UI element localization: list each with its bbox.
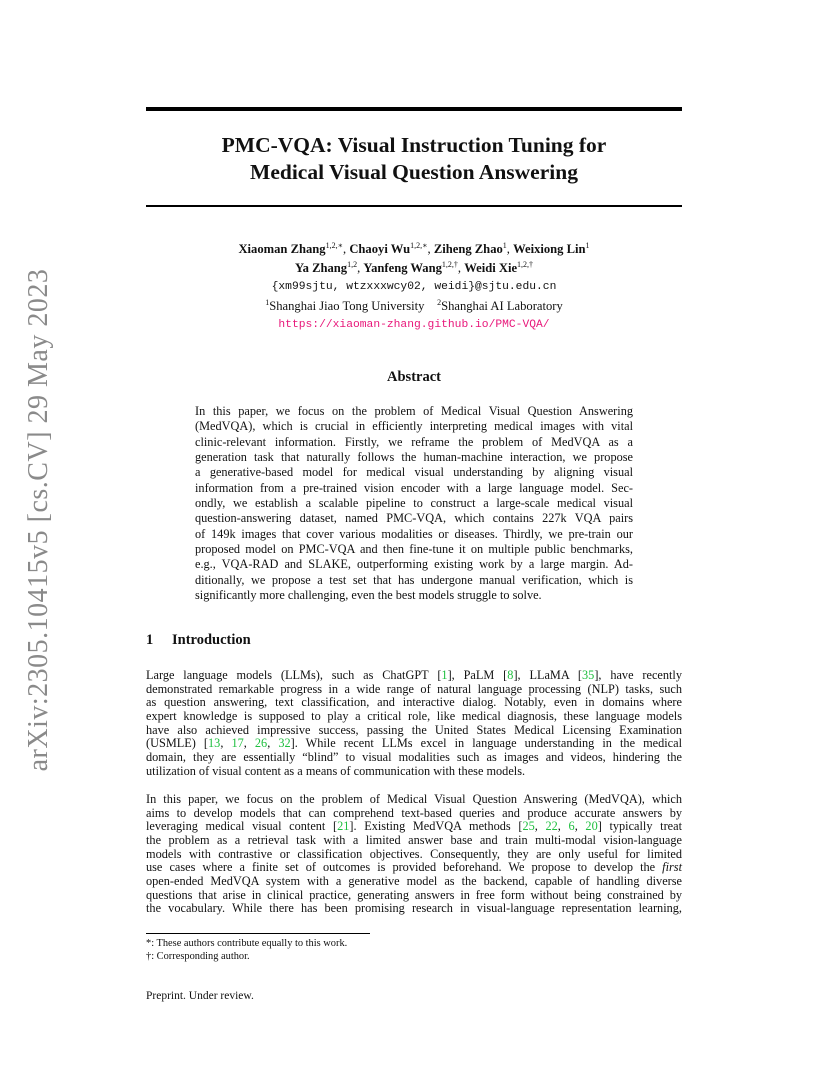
abstract-line: a generative-based model for medical visual understanding by aligning visual	[195, 465, 633, 480]
paragraph-line: the vocabulary. While there has been promising research in visual-language representation learning,	[146, 901, 682, 916]
abstract-line: generation task that naturally follows the human-machine interaction, we propose	[195, 450, 633, 465]
text-run: ], LLaMA [	[513, 668, 583, 682]
citation-link[interactable]: 21	[337, 819, 350, 834]
section-number: 1	[146, 632, 154, 648]
footnote-equal-contribution: *: These authors contribute equally to this work.	[146, 938, 348, 949]
paragraph-line: In this paper, we focus on the problem of Medical Visual Question Answering (MedVQA), which	[146, 792, 682, 806]
title-line-1: PMC-VQA: Visual Instruction Tuning for	[221, 133, 607, 157]
abstract-line: question-answering dataset, named PMC-VQA, which contains 227k VQA pairs	[195, 511, 633, 526]
text-run: leveraging medical visual content [	[146, 819, 338, 834]
abstract-line: (MedVQA), which is crucial in efficiently interpreting medical images with vital	[195, 419, 633, 434]
affiliation-2: Shanghai AI Laboratory	[441, 299, 563, 313]
paragraph-line: demonstrated remarkable progress in a wide range of natural language processing (NLP) tasks, such	[146, 681, 682, 696]
author-affil: 1,2,∗	[325, 240, 344, 250]
text-run: use cases where a finite set of outcomes is provided beforehand. We propose to develop the	[146, 860, 663, 875]
abstract-line: clinic-relevant information. Firstly, we reframe the problem of MedVQA as a	[195, 434, 633, 449]
text-run: ,	[267, 736, 279, 751]
title-line-2: Medical Visual Question Answering	[250, 160, 578, 184]
section-title: Introduction	[172, 632, 251, 648]
footnote-rule	[146, 933, 370, 934]
paragraph-line	[146, 669, 682, 683]
abstract-body	[195, 404, 633, 603]
intro-paragraph-1	[146, 669, 682, 778]
author-name: Weidi Xie	[464, 261, 518, 275]
paragraph-line: models with contrastive or classification objectives. Consequently, they are only useful for limited	[146, 846, 682, 861]
citation-link[interactable]: 13	[208, 736, 221, 751]
author-block	[146, 240, 682, 335]
footnote-corresponding-author: †: Corresponding author.	[146, 951, 250, 962]
author-emails: {xm99sjtu, wtzxxxwcy02, weidi}@sjtu.edu.cn	[271, 281, 557, 293]
preprint-notice: Preprint. Under review.	[146, 990, 254, 1002]
author-name: Ya Zhang	[294, 261, 348, 275]
authors-line-2: Ya Zhang$^{1,2}$, Yanfeng Wang$^{1,2,\dagger}$, Weidi Xie$^{1,2,\dagger}$	[294, 259, 534, 275]
paragraph-line: domain, they are essentially “blind” to visual modalities such as images and videos, hindering the	[146, 749, 682, 764]
citation-link[interactable]: 25	[522, 819, 535, 834]
project-url-link[interactable]: https://xiaoman-zhang.github.io/PMC-VQA/	[278, 319, 550, 331]
author-affil: 1,2	[347, 259, 358, 269]
citation-link[interactable]: 1	[441, 668, 448, 682]
author-name: Weixiong Lin	[513, 242, 586, 256]
citation-link[interactable]: 22	[545, 819, 558, 834]
intro-paragraph-2	[146, 793, 682, 916]
affil-marker: 1	[265, 297, 270, 307]
paragraph-line	[146, 861, 682, 875]
author-name: Xiaoman Zhang	[238, 242, 326, 256]
abstract-heading: Abstract	[387, 369, 441, 385]
paragraph-line	[146, 820, 682, 834]
text-run: ]. While recent LLMs excel in language understanding in the medical	[290, 736, 682, 751]
arxiv-identifier-text: arXiv:2305.10415v5 [cs.CV] 29 May 2023	[23, 268, 54, 772]
text-run: Large language models (LLMs), such as ChatGPT [	[146, 668, 442, 682]
title-bottom-rule	[146, 205, 682, 207]
author-name: Yanfeng Wang	[363, 261, 442, 275]
paragraph-line: the problem as a retrieval task with a limited answer base and train multi-modal vision-language	[146, 832, 682, 847]
paragraph-line: have also achieved impressive success, passing the United States Medical Licensing Examination	[146, 722, 682, 737]
abstract-line: ondly, we establish a scalable pipeline to construct a large-scale medical visual	[195, 496, 633, 511]
text-run: ,	[534, 819, 546, 834]
abstract-line: information from a pre-trained vision encoder with a large language model. Sec-	[195, 480, 633, 495]
citation-link[interactable]: 6	[568, 819, 575, 834]
section-heading-introduction	[146, 632, 251, 649]
citation-link[interactable]: 32	[278, 736, 291, 751]
emphasis-text: first	[662, 860, 682, 875]
author-name: Ziheng Zhao	[433, 242, 503, 256]
text-run: ] typically treat	[597, 819, 682, 834]
paragraph-line	[146, 737, 682, 751]
author-affil: 1,2,†	[517, 259, 534, 269]
text-run: ]. Existing MedVQA methods [	[349, 819, 523, 834]
paragraph-line: aims to develop models that can comprehend text-based queries and produce accurate answers by	[146, 805, 682, 820]
abstract-line: of 149k images that cover various modalities or diseases. Thirdly, we pre-train our	[195, 526, 633, 541]
abstract-line: ditionally, we propose a test set that has undergone manual verification, which is	[195, 572, 633, 587]
authors-line-1: Xiaoman Zhang$^{1,2,∗}$, Chaoyi $Wu^{1,2,∗}$, Ziheng Zhao$^1$, Weixiong Lin$^1$	[238, 240, 590, 256]
abstract-line: In this paper, we focus on the problem of Medical Visual Question Answering	[195, 404, 633, 418]
author-affil: 1,2,†	[441, 259, 458, 269]
affil-marker: 2	[437, 297, 442, 307]
citation-link[interactable]: 17	[231, 736, 244, 751]
paper-title	[146, 132, 682, 186]
paragraph-line: expert knowledge is supposed to play a critical role, like medical diagnosis, these language models	[146, 708, 682, 723]
text-run: (USMLE) [	[146, 736, 209, 751]
paragraph-line: as question answering, text classification, and interactive dialog. Notably, even in domains where	[146, 695, 682, 710]
text-run: ,	[243, 736, 255, 751]
abstract-line: significantly more challenging, even the best models struggle to solve.	[195, 588, 542, 603]
text-run: ,	[220, 736, 232, 751]
paragraph-line: utilization of visual content as a means of communication with these models.	[146, 763, 526, 778]
text-run: ,	[574, 819, 586, 834]
affiliation-1: Shanghai Jiao Tong University	[269, 299, 425, 313]
abstract-line: e.g., VQA-RAD and SLAKE, outperforming existing work by a large margin. Ad-	[195, 557, 633, 572]
affiliations	[146, 297, 682, 316]
text-run: ,	[557, 819, 569, 834]
text-run: ], PaLM [	[447, 668, 508, 682]
text-run: ], have recently	[594, 668, 682, 682]
citation-link[interactable]: 35	[582, 668, 595, 682]
paragraph-line: open-ended MedVQA system with a generative model as the backend, capable of handling diverse	[146, 873, 682, 888]
title-top-rule	[146, 107, 682, 111]
paragraph-line: questions that arise in clinical practice, generating answers in free form without being constrained by	[146, 887, 682, 902]
author-affil: 1	[585, 240, 590, 250]
author-affil: 1	[502, 240, 507, 250]
citation-link[interactable]: 26	[254, 736, 268, 751]
abstract-line: proposed model on PMC-VQA and then fine-tune it on multiple public benchmarks,	[195, 542, 633, 557]
author-affil: 1,2,∗	[410, 240, 428, 250]
arxiv-identifier	[18, 270, 60, 770]
author-name: Chaoyi Wu	[349, 242, 411, 256]
citation-link[interactable]: 20	[585, 819, 598, 834]
citation-link[interactable]: 8	[507, 668, 514, 682]
